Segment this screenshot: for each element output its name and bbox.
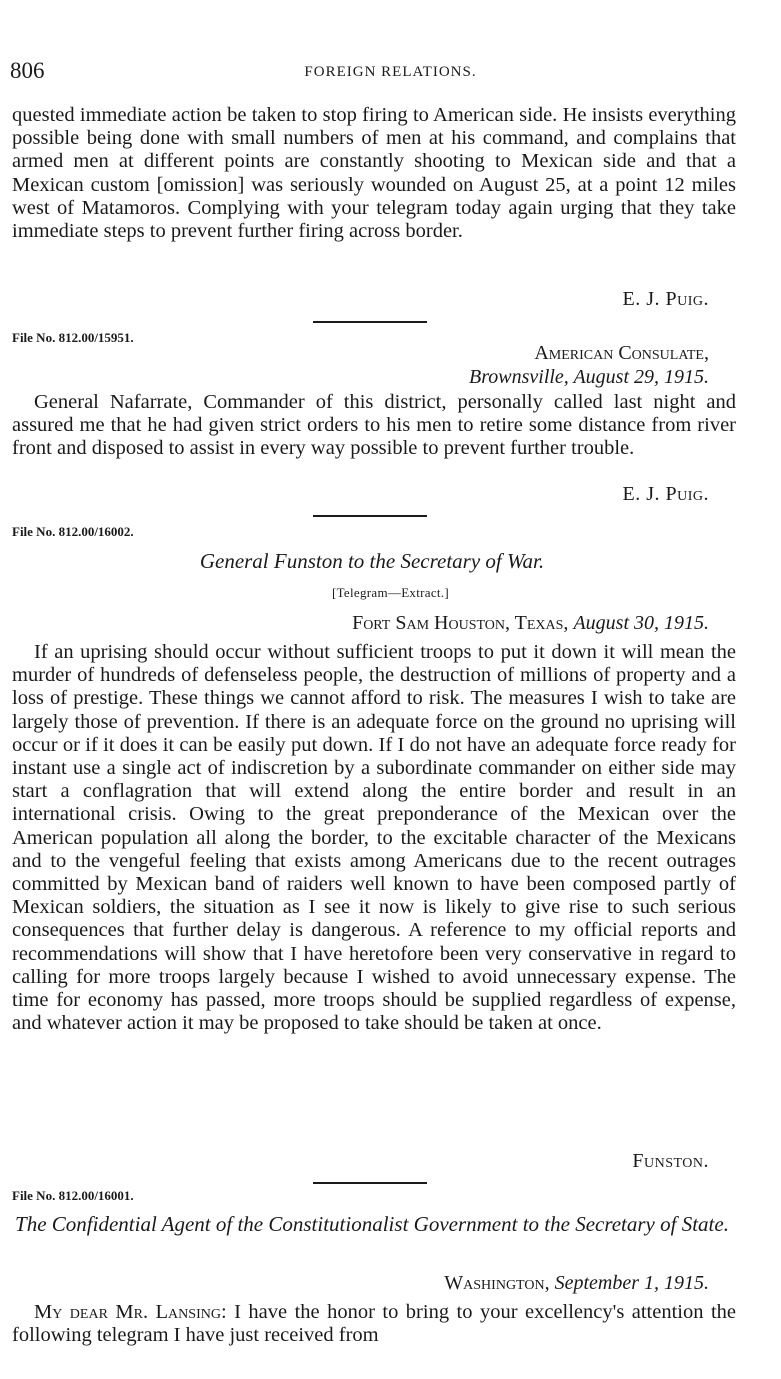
signature-puig-1: E. J. Puig. xyxy=(622,288,709,310)
file-number: File No. 812.00/15951. xyxy=(12,330,134,345)
page-header xyxy=(0,56,781,86)
document-heading: General Funston to the Secretary of War. xyxy=(199,549,545,573)
running-head: FOREIGN RELATIONS. xyxy=(304,64,477,80)
paragraph-funston: If an uprising should occur without sufficient troops to put it down it will mean the murder of hundreds of defenseless people, the destruction of millions of property and a loss of prestige. These things we cannot afford to risk. The measures I wish to take are largely those of prevention. If there is an adequate force on the ground no uprising will occur or if it does it can be easily put down. If I do not have an adequate force ready for instant use a single act of indiscretion by a subordinate commander on either side may start a conflagration that will extend along the entire border and result in an international crisis. Owing to the great preponderance of the Mexican over the American population all along the border, to the excitable character of the Mexicans and to the vengeful feeling that exists among Americans due to the recent outrages committed by Mexican band of raiders well known to have been composed partly of Mexican soldiers, the situation as I see it now is likely to give rise to such serious consequences that further delay is dangerous. A reference to my official reports and recommendations will show that I have heretofore been very conservative in regard to calling for more troops largely because I wished to avoid unnecessary expense. The time for economy has passed, more troops should be supplied regardless of expense, and whatever action it may be proposed to take should be taken at once. xyxy=(12,641,736,1035)
letter-text: I have the honor to bring to your excellency's attention the following telegram I have just received from xyxy=(12,1301,737,1347)
paragraph-lansing xyxy=(12,1301,736,1347)
file-number: File No. 812.00/16002. xyxy=(12,524,134,539)
telegram-note: [Telegram—Extract.] xyxy=(331,585,450,600)
section-divider xyxy=(313,515,427,517)
dateline-date: Brownsville, August 29, 1915. xyxy=(469,366,709,388)
document-heading: The Confidential Agent of the Constitutionalist Government to the Secretary of State. xyxy=(15,1212,729,1236)
file-number: File No. 812.00/16001. xyxy=(12,1188,134,1203)
section-divider xyxy=(313,1182,427,1184)
dateline: Washington, September 1, 1915. xyxy=(444,1272,709,1294)
dateline: Fort Sam Houston, Texas, August 30, 1915. xyxy=(352,612,709,634)
salutation: My dear Mr. Lansing: xyxy=(34,1301,227,1323)
paragraph-continued: quested immediate action be taken to stop firing to American side. He insists everything possible being done with small numbers of men at his command, and complains that armed men at different points are constantly shooting to Mexican side and that a Mexican custom [omission] was seriously wounded on August 25, at a point 12 miles west of Matamoros. Complying with your telegram today again urging that they take immediate steps to prevent further firing across border. xyxy=(12,104,736,243)
signature-puig-2: E. J. Puig. xyxy=(622,483,709,505)
page-number: 806 xyxy=(10,58,45,83)
dateline-place: American Consulate, xyxy=(534,342,709,364)
section-divider xyxy=(313,321,427,323)
signature-funston: Funston. xyxy=(632,1150,709,1172)
paragraph-nafarrate: General Nafarrate, Commander of this district, personally called last night and assured me that he had given strict orders to his men to retire some distance from river front and disposed to assist in every way possible to prevent further trouble. xyxy=(12,391,736,460)
